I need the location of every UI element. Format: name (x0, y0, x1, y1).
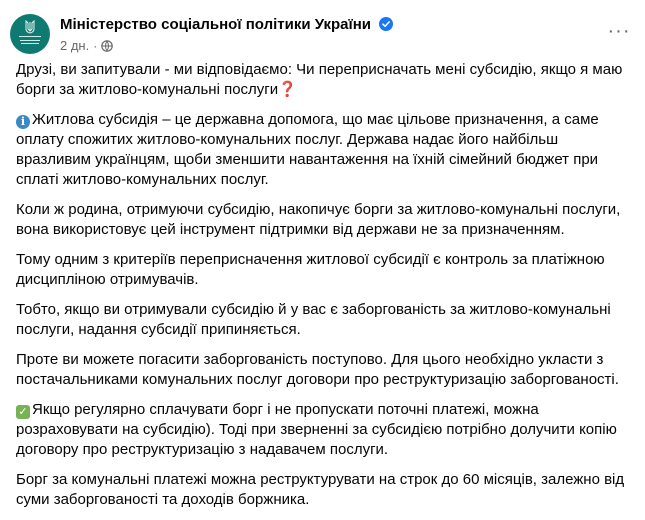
paragraph-5: Тобто, якщо ви отримували субсидію й у вас є заборгованість за житлово-комунальні послуги, надання субсидії припиняється. (16, 301, 611, 338)
paragraph-7 (16, 400, 629, 460)
post-meta (60, 38, 113, 53)
page-name[interactable]: Міністерство соціальної політики України (60, 16, 372, 33)
post-body (16, 60, 629, 520)
paragraph-1 (16, 60, 629, 100)
check-mark-icon: ✓ (16, 405, 30, 419)
paragraph-2 (16, 110, 629, 190)
paragraph-1-text: Друзі, ви запитували - ми відповідаємо: Чи переприсначать мені субсидію, якщо я маю борги за житлово-комунальні послуги (16, 61, 623, 98)
verified-badge-icon (379, 17, 393, 31)
paragraph-4: Тому одним з критеріїв переприсначення житлової субсидії є контроль за платіжною дисципліною отримувачів. (16, 251, 605, 288)
info-icon: i (16, 115, 30, 129)
post-timestamp[interactable]: 2 дн. (60, 38, 90, 53)
meta-separator: · (93, 38, 98, 53)
question-mark-icon: ❓ (278, 81, 297, 98)
paragraph-2-text: Житлова субсидія – це державна допомога, що має цільове призначення, а саме оплату спожитих житлово-комунальних послуг. Держава надає його найбільш вразливим українцям, щоби зменшити навантаження на їхній сімейний бюджет при сплаті житлово-комунальних послуг. (16, 111, 599, 188)
avatar-text-lines (19, 36, 41, 44)
post-header (8, 10, 637, 60)
page-name-link[interactable] (60, 16, 393, 33)
paragraph-8: Борг за комунальні платежі можна реструктурувати на строк до 60 місяців, залежно від суми заборгованості та доходів боржника. (16, 471, 625, 508)
more-options-icon[interactable]: ··· (607, 19, 631, 42)
globe-icon[interactable] (101, 40, 113, 52)
page-avatar[interactable] (10, 14, 50, 54)
paragraph-7-text: Якщо регулярно сплачувати борг і не пропускати поточні платежі, можна розраховувати на субсидію). Тоді при зверненні за субсидією потрібно долучити копію договору про реструктуризацію з надавачем послуги. (16, 401, 617, 458)
trident-emblem-icon (25, 20, 35, 34)
paragraph-6: Проте ви можете погасити заборгованість поступово. Для цього необхідно укласти з постачальниками комунальних послуг договори про реструктуризацію заборгованості. (16, 351, 619, 388)
paragraph-3: Коли ж родина, отримуючи субсидію, накопичує борги за житлово-комунальні послуги, вона використовує цей інструмент підтримки від держави не за призначенням. (16, 201, 621, 238)
